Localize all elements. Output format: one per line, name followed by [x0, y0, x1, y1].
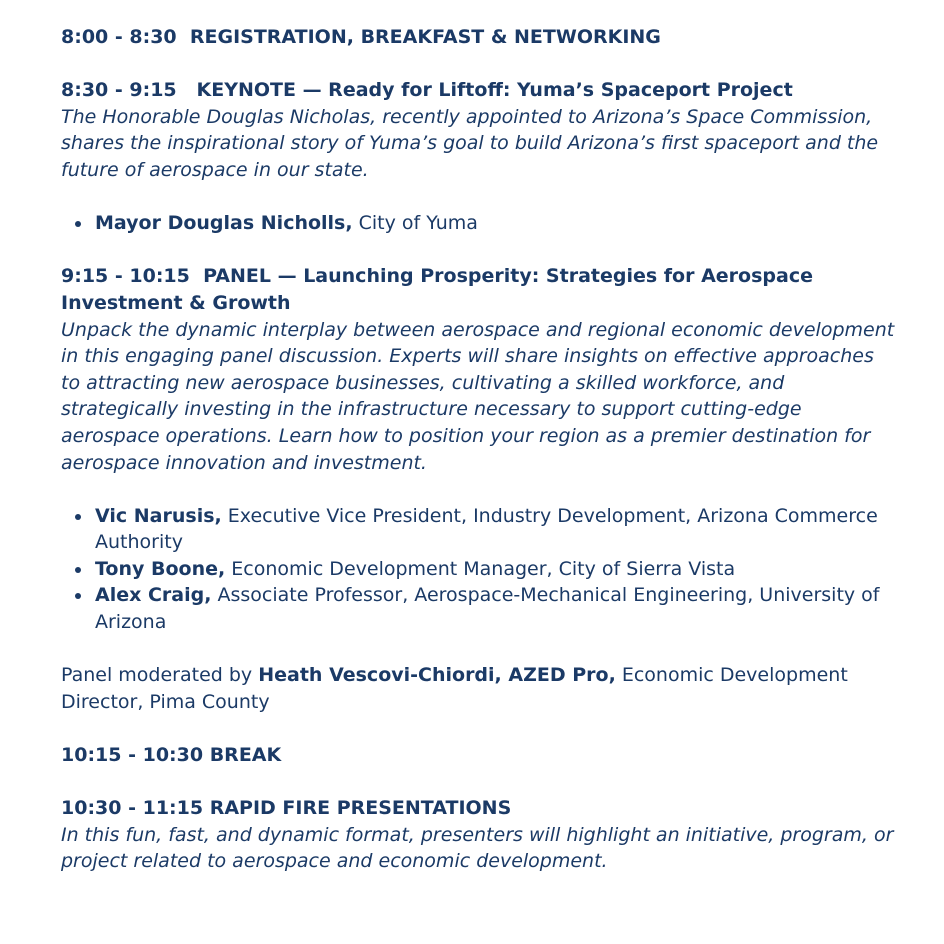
speaker-name: Mayor Douglas Nicholls,	[95, 212, 353, 235]
keynote-title: KEYNOTE — Ready for Liftoff: Yuma’s Spaceport Project	[196, 79, 793, 102]
speaker-role: City of Yuma	[358, 212, 478, 235]
panel-title: PANEL — Launching Prosperity: Strategies for Aerospace Investment & Growth	[61, 265, 813, 314]
panel-speaker-list	[61, 503, 896, 636]
panel-heading	[61, 263, 896, 316]
moderator-role: Economic Development Director, Pima County	[61, 664, 848, 713]
break-title: BREAK	[209, 744, 282, 767]
panel-time: 9:15 - 10:15	[61, 265, 190, 288]
rapid-fire-title: RAPID FIRE PRESENTATIONS	[209, 797, 512, 820]
break-heading	[61, 742, 896, 769]
speaker-role: Executive Vice President, Industry Development, Arizona Commerce Authority	[95, 504, 878, 554]
keynote-time: 8:30 - 9:15	[61, 79, 177, 102]
registration-heading	[61, 24, 896, 51]
keynote-description: The Honorable Douglas Nicholas, recently appointed to Arizona’s Space Commission, shares the inspirational story of Yuma’s goal to build Arizona’s first spaceport and the future of aerospace in our state.	[61, 105, 879, 181]
speaker-name: Vic Narusis,	[95, 504, 222, 527]
rapid-fire-heading	[61, 795, 896, 822]
break-time: 10:15 - 10:30	[61, 744, 204, 767]
speaker-item	[95, 556, 896, 583]
speaker-role: Associate Professor, Aerospace-Mechanical Engineering, University of Arizona	[95, 584, 880, 634]
registration-title: REGISTRATION, BREAKFAST & NETWORKING	[189, 26, 661, 48]
panel-description: Unpack the dynamic interplay between aerospace and regional economic development in this engaging panel discussion. Experts will share insights on effective approaches to attracting new aerospace businesses, cultivating a skilled workforce, and strategically investing in the infrastructure necessary to support cutting-edge aerospace operations. Learn how to position your region as a premier destination for aerospace innovation and investment.	[61, 318, 895, 474]
registration-time: 8:00 - 8:30	[61, 26, 177, 48]
rapid-fire-time: 10:30 - 11:15	[61, 797, 204, 820]
keynote-speaker-list	[61, 210, 896, 237]
moderator-name: Heath Vescovi-Chiordi, AZED Pro,	[258, 664, 616, 687]
speaker-item	[95, 503, 896, 556]
speaker-name: Tony Boone,	[95, 557, 226, 580]
speaker-item	[95, 210, 896, 237]
speaker-name: Alex Craig,	[95, 584, 212, 607]
keynote-heading	[61, 77, 896, 104]
panel-moderator	[61, 662, 896, 715]
speaker-item	[95, 582, 896, 635]
rapid-fire-description: In this fun, fast, and dynamic format, presenters will highlight an initiative, program, or project related to aerospace and economic development.	[61, 823, 894, 873]
speaker-role: Economic Development Manager, City of Sierra Vista	[231, 557, 736, 580]
moderator-prefix: Panel moderated by	[61, 664, 253, 687]
